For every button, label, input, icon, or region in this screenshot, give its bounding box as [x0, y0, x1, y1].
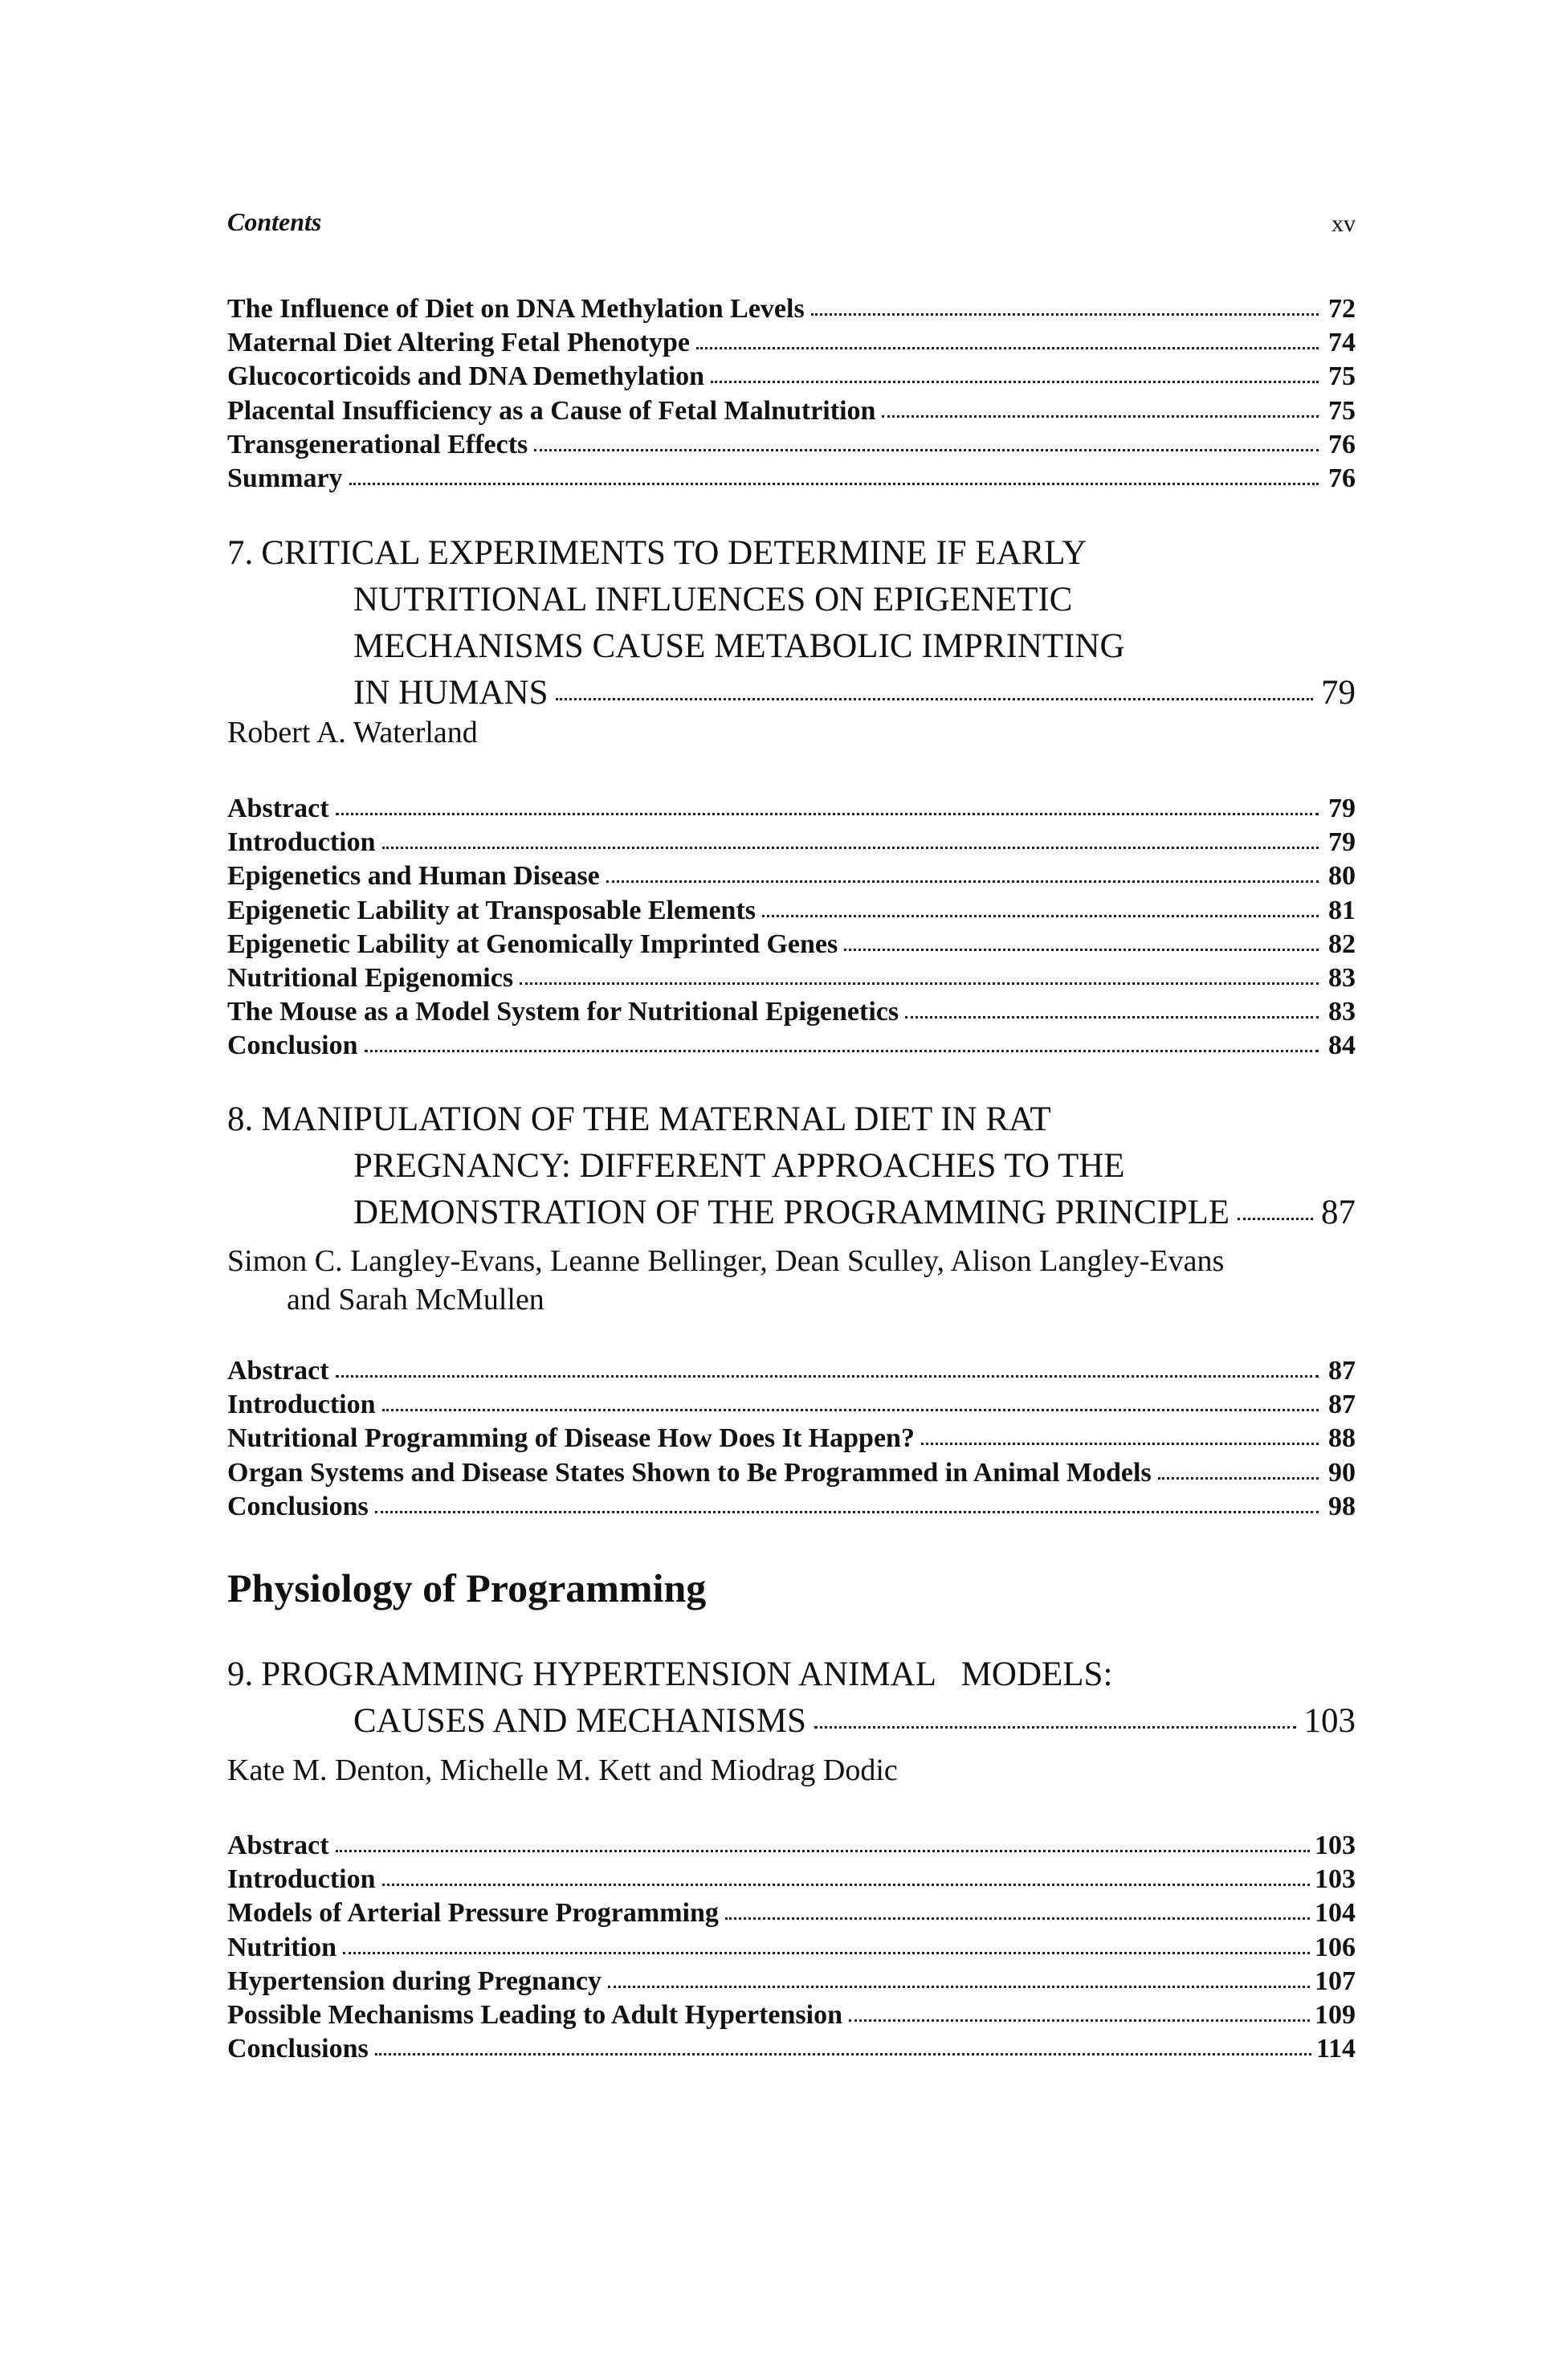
- dot-leader: [606, 880, 1319, 883]
- dot-leader: [762, 915, 1319, 917]
- chapter-9-title[interactable]: 9. PROGRAMMING HYPERTENSION ANIMAL MODELS: CAUSES AND MECHANISMS 103: [227, 1651, 1356, 1745]
- dot-leader: [725, 1917, 1310, 1920]
- toc-entry[interactable]: Transgenerational Effects 76: [227, 429, 1356, 459]
- toc-entry[interactable]: Nutritional Programming of Disease How Does It Happen? 88: [227, 1423, 1356, 1454]
- toc-entry[interactable]: Conclusions 98: [227, 1491, 1356, 1521]
- toc-entry[interactable]: Glucocorticoids and DNA Demethylation 75: [227, 361, 1356, 392]
- dot-leader: [1158, 1477, 1319, 1480]
- toc-entry[interactable]: Possible Mechanisms Leading to Adult Hypertension 109: [227, 1999, 1356, 2030]
- chapter-7-title[interactable]: 7. CRITICAL EXPERIMENTS TO DETERMINE IF EARLY NUTRITIONAL INFLUENCES ON EPIGENETIC MECHANISMS CAUSE METABOLIC IMPRINTING IN HUMANS 79: [227, 530, 1356, 716]
- dot-leader: [1238, 1218, 1313, 1220]
- chapter-8-title[interactable]: 8. MANIPULATION OF THE MATERNAL DIET IN RAT PREGNANCY: DIFFERENT APPROACHES TO THE DEMONSTRATION OF THE PROGRAMMING PRINCIPLE 87: [227, 1096, 1356, 1236]
- toc-entry[interactable]: Abstract 87: [227, 1356, 1356, 1386]
- dot-leader: [375, 1511, 1319, 1513]
- dot-leader: [382, 847, 1319, 849]
- section-heading: Physiology of Programming: [227, 1566, 707, 1610]
- dot-leader: [365, 1050, 1319, 1052]
- dot-leader: [844, 949, 1319, 951]
- toc-entry[interactable]: Hypertension during Pregnancy 107: [227, 1966, 1356, 1996]
- dot-leader: [343, 1952, 1310, 1954]
- chapter-9-authors: Kate M. Denton, Michelle M. Kett and Miodrag Dodic: [227, 1753, 898, 1787]
- toc-entry[interactable]: Introduction 87: [227, 1390, 1356, 1420]
- dot-leader: [375, 2053, 1311, 2055]
- running-title: Contents: [227, 207, 322, 236]
- dot-leader: [711, 381, 1319, 383]
- running-header: [227, 207, 1356, 239]
- chapter-7-authors: Robert A. Waterland: [227, 716, 478, 749]
- toc-entry[interactable]: The Influence of Diet on DNA Methylation Levels 72: [227, 294, 1356, 324]
- chapter-page: 79: [1321, 674, 1356, 712]
- chapter-8-authors: Simon C. Langley-Evans, Leanne Bellinger, Dean Sculley, Alison Langley-Evans and Sarah McMullen: [227, 1244, 1225, 1317]
- toc-entry[interactable]: Introduction 103: [227, 1864, 1356, 1895]
- chapter-page: 103: [1303, 1702, 1356, 1740]
- dot-leader: [921, 1443, 1319, 1445]
- chapter-page: 87: [1321, 1194, 1356, 1231]
- dot-leader: [882, 415, 1319, 418]
- dot-leader: [382, 1409, 1319, 1411]
- toc-entry[interactable]: Epigenetic Lability at Transposable Elements 81: [227, 895, 1356, 925]
- dot-leader: [336, 1375, 1319, 1378]
- toc-list-chapter9: [227, 1829, 1356, 2066]
- chapter-number: 7.: [227, 534, 254, 572]
- toc-entry[interactable]: Conclusion 84: [227, 1031, 1356, 1061]
- toc-entry[interactable]: Placental Insufficiency as a Cause of Fetal Malnutrition 75: [227, 395, 1356, 426]
- toc-entry[interactable]: Introduction 79: [227, 827, 1356, 858]
- dot-leader: [849, 2019, 1310, 2022]
- dot-leader: [534, 449, 1319, 451]
- toc-entry[interactable]: Abstract 79: [227, 794, 1356, 823]
- toc-entry[interactable]: Organ Systems and Disease States Shown to Be Programmed in Animal Models 90: [227, 1457, 1356, 1488]
- dot-leader: [382, 1884, 1310, 1886]
- dot-leader: [336, 813, 1319, 815]
- dot-leader: [811, 313, 1319, 316]
- toc-entry[interactable]: Maternal Diet Altering Fetal Phenotype 74: [227, 328, 1356, 358]
- toc-entry[interactable]: Abstract 103: [227, 1831, 1356, 1860]
- toc-list-chapter7: [227, 792, 1356, 1063]
- dot-leader: [696, 347, 1319, 349]
- toc-list-chapter8: [227, 1354, 1356, 1524]
- toc-entry[interactable]: Conclusions 114: [227, 2034, 1356, 2064]
- toc-entry[interactable]: Epigenetics and Human Disease 80: [227, 861, 1356, 892]
- dot-leader: [336, 1850, 1310, 1852]
- dot-leader: [349, 483, 1319, 485]
- dot-leader: [556, 698, 1313, 700]
- dot-leader: [814, 1726, 1296, 1729]
- chapter-number: 9.: [227, 1655, 254, 1693]
- toc-entry[interactable]: Nutrition 106: [227, 1932, 1356, 1962]
- chapter-number: 8.: [227, 1100, 254, 1138]
- dot-leader: [520, 982, 1319, 985]
- toc-entry[interactable]: Nutritional Epigenomics 83: [227, 962, 1356, 993]
- toc-entry[interactable]: Summary 76: [227, 463, 1356, 493]
- page-number: xv: [1332, 210, 1356, 237]
- toc-entry[interactable]: The Mouse as a Model System for Nutritional Epigenetics 83: [227, 997, 1356, 1027]
- dot-leader: [905, 1016, 1319, 1019]
- dot-leader: [608, 1986, 1310, 1988]
- toc-entry[interactable]: Models of Arterial Pressure Programming 104: [227, 1898, 1356, 1929]
- toc-entry[interactable]: Epigenetic Lability at Genomically Imprinted Genes 82: [227, 929, 1356, 959]
- toc-list-chapter6: [227, 292, 1356, 496]
